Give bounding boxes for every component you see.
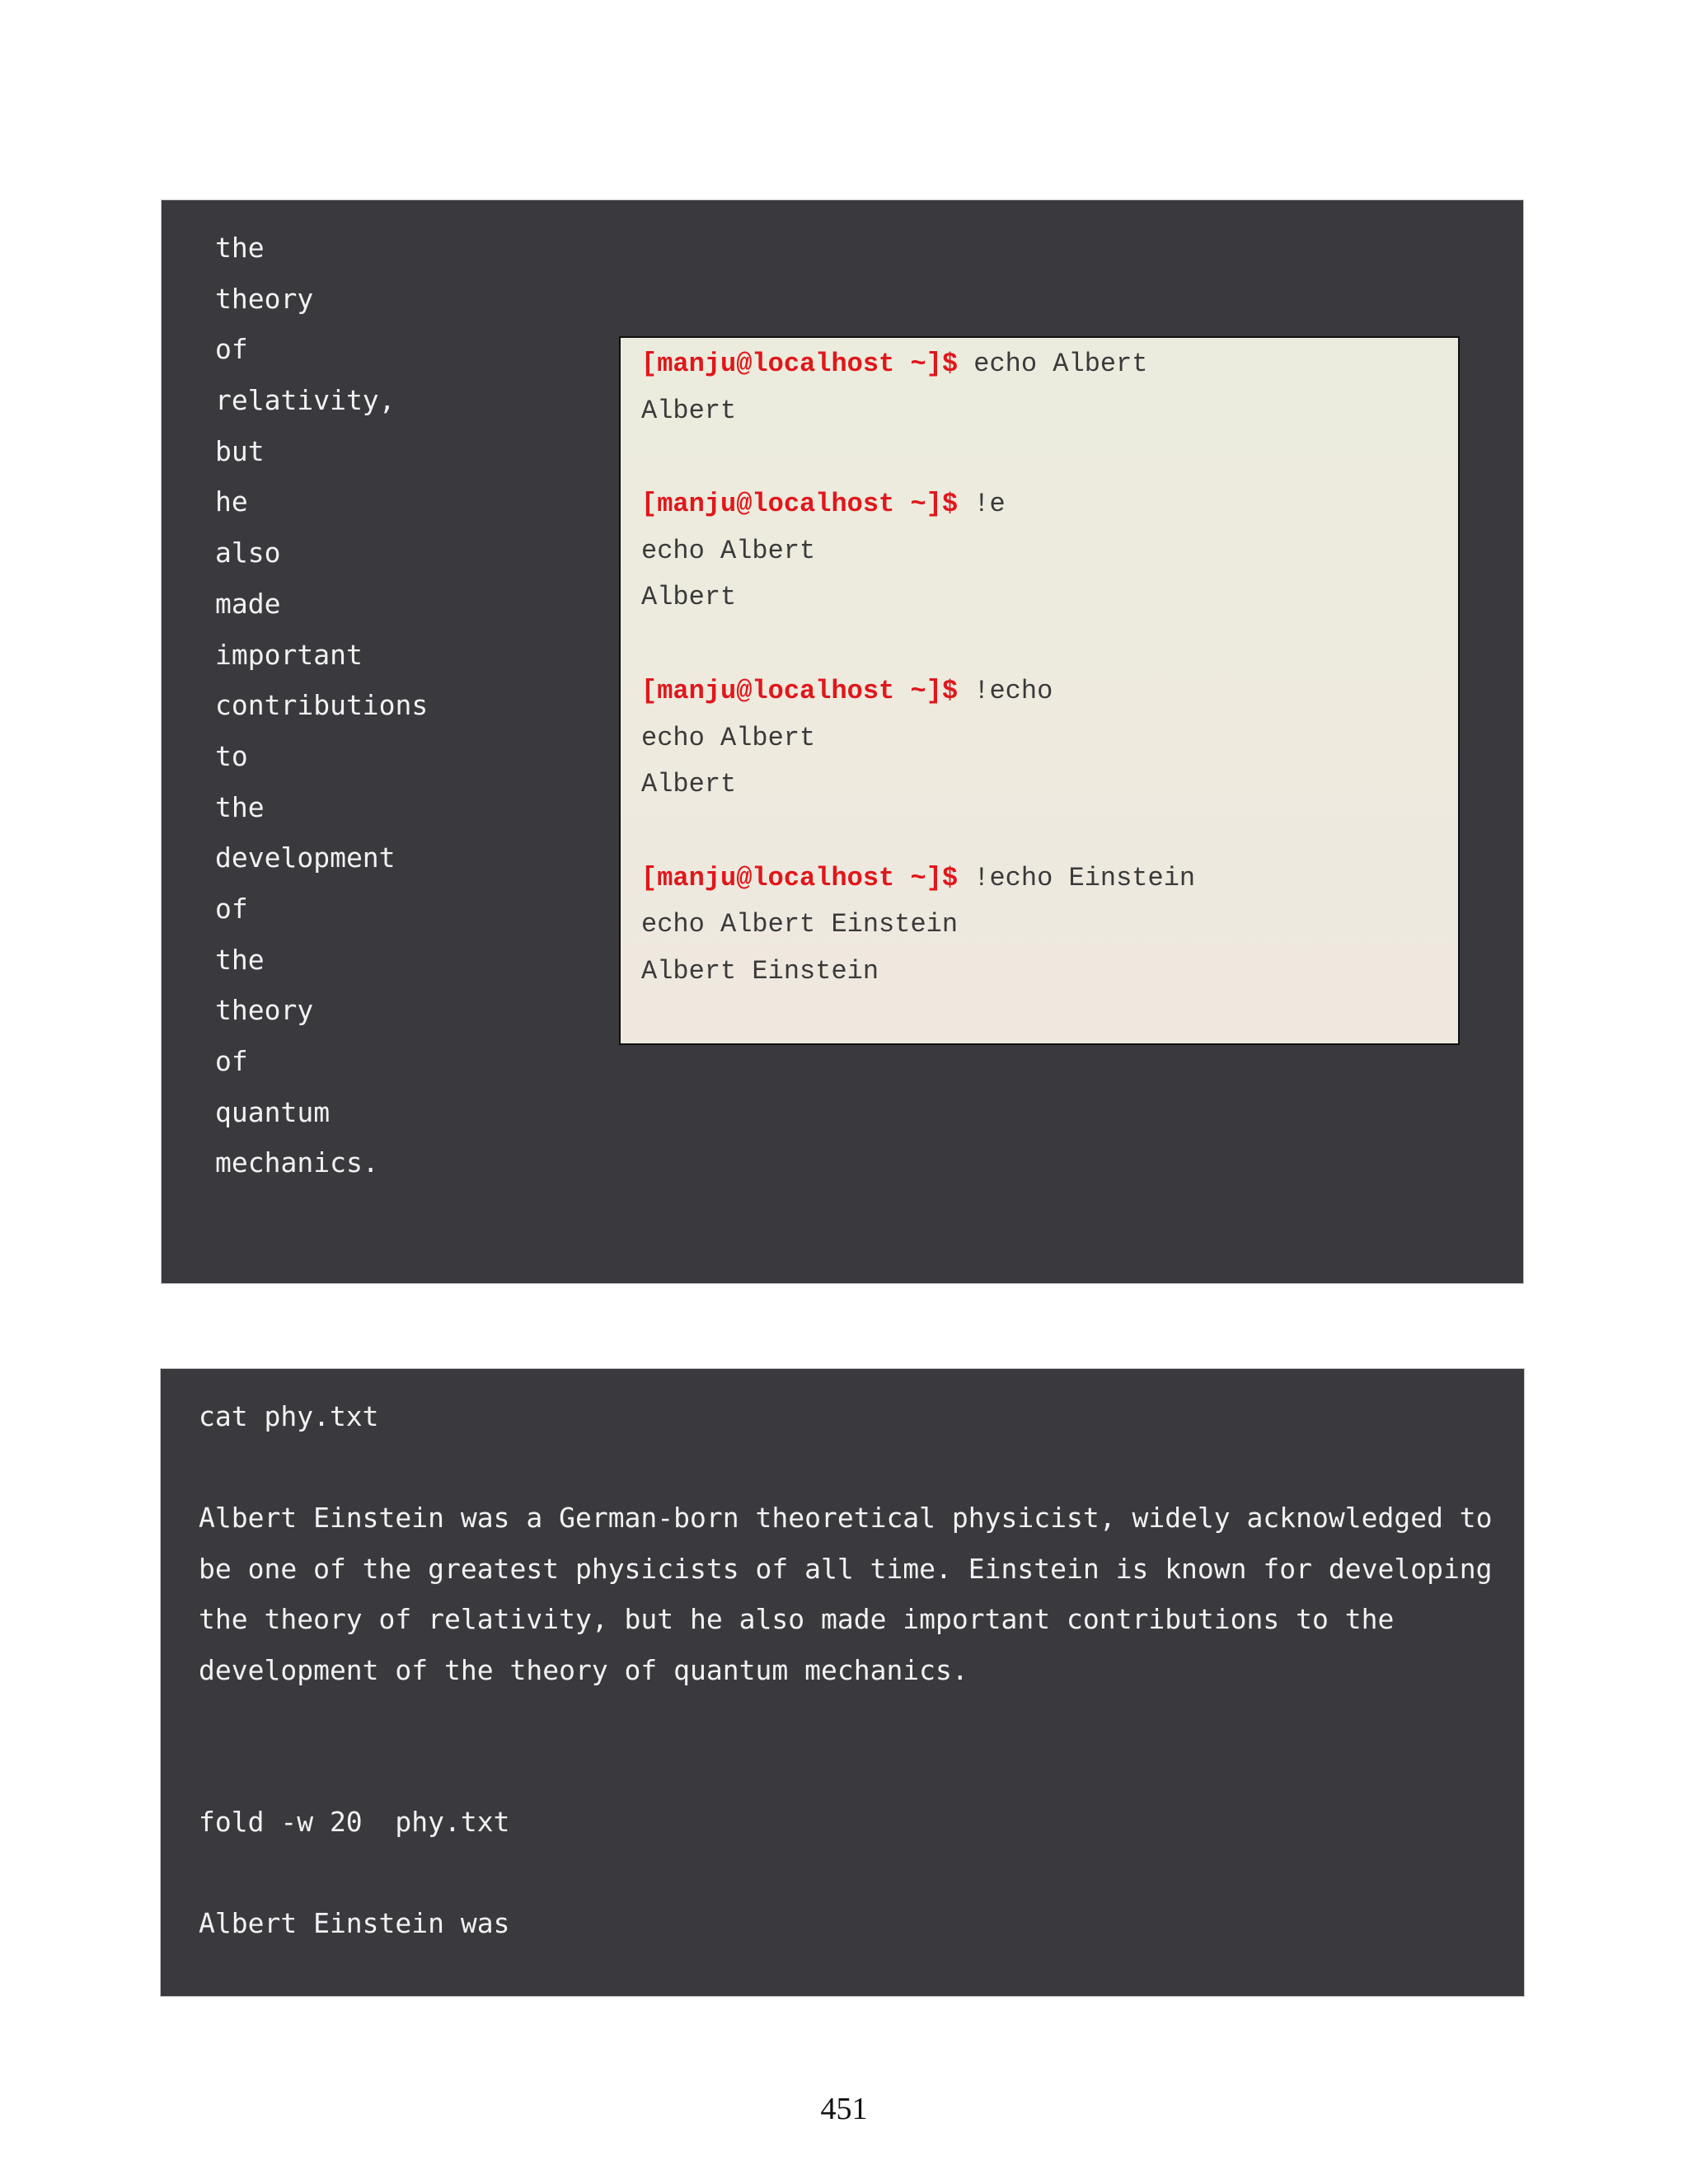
- terminal-command-line: [641, 860, 1458, 907]
- terminal-command: echo Albert: [958, 349, 1148, 379]
- terminal-output-line: Albert: [641, 395, 737, 426]
- code-block-content: [199, 1399, 1499, 1957]
- terminal-screenshot: [619, 336, 1460, 1045]
- fold-output-line: Albert Einstein was: [199, 1907, 510, 1939]
- terminal-command: !echo Einstein: [958, 862, 1196, 893]
- blank-line: [199, 1855, 1499, 1906]
- paragraph-line: development of the theory of quantum mechanics.: [199, 1653, 968, 1686]
- word-line: the: [215, 790, 265, 823]
- terminal-spacer: [641, 813, 1458, 860]
- word-line: of: [215, 892, 248, 925]
- word-line: also: [215, 537, 281, 569]
- blank-line: [199, 1703, 1499, 1804]
- paragraph-line: be one of the greatest physicists of all time. Einstein is known for developing: [199, 1552, 1493, 1585]
- word-line: but: [215, 434, 265, 467]
- terminal-command-line: [641, 346, 1458, 393]
- command-line-fold: fold -w 20 phy.txt: [199, 1806, 510, 1838]
- word-line: the: [215, 943, 265, 976]
- word-line: important: [215, 638, 363, 671]
- word-line: of: [215, 333, 248, 366]
- folded-word-list: [215, 230, 428, 1196]
- paragraph-line: the theory of relativity, but he also made important contributions to the: [199, 1603, 1395, 1635]
- word-line: contributions: [215, 689, 429, 722]
- terminal-spacer: [641, 439, 1458, 486]
- terminal-command-line: [641, 486, 1458, 533]
- terminal-spacer: [641, 626, 1458, 673]
- terminal-command-line: [641, 673, 1458, 720]
- terminal-command: !e: [958, 489, 1006, 520]
- page-number: 451: [820, 2092, 868, 2126]
- word-line: relativity,: [215, 384, 396, 417]
- terminal-output-line: Albert: [641, 582, 737, 613]
- terminal-prompt: [manju@localhost ~]$: [641, 862, 959, 893]
- command-line-cat: cat phy.txt: [199, 1400, 379, 1432]
- word-line: quantum: [215, 1095, 331, 1128]
- word-line: made: [215, 587, 281, 620]
- terminal-prompt: [manju@localhost ~]$: [641, 675, 959, 706]
- word-line: theory: [215, 282, 314, 315]
- code-block-fold-output: [161, 199, 1524, 1284]
- word-line: theory: [215, 994, 314, 1027]
- terminal-command: !echo: [958, 675, 1053, 706]
- terminal-output-line: echo Albert: [641, 722, 816, 753]
- terminal-output-line: echo Albert: [641, 535, 816, 566]
- terminal-output-line: echo Albert Einstein: [641, 909, 959, 940]
- word-line: mechanics.: [215, 1146, 379, 1179]
- terminal-prompt: [manju@localhost ~]$: [641, 489, 959, 520]
- word-line: to: [215, 739, 248, 772]
- word-line: the: [215, 232, 265, 264]
- code-block-cat-and-fold: [160, 1368, 1525, 1997]
- word-line: he: [215, 485, 248, 518]
- terminal-output-line: Albert Einstein: [641, 955, 879, 987]
- paragraph-line: Albert Einstein was a German-born theoretical physicist, widely acknowledged to: [199, 1502, 1493, 1534]
- blank-line: [199, 1450, 1499, 1501]
- word-line: development: [215, 841, 396, 874]
- terminal-prompt: [manju@localhost ~]$: [641, 349, 959, 379]
- word-line: of: [215, 1045, 248, 1077]
- terminal-output-line: Albert: [641, 769, 737, 800]
